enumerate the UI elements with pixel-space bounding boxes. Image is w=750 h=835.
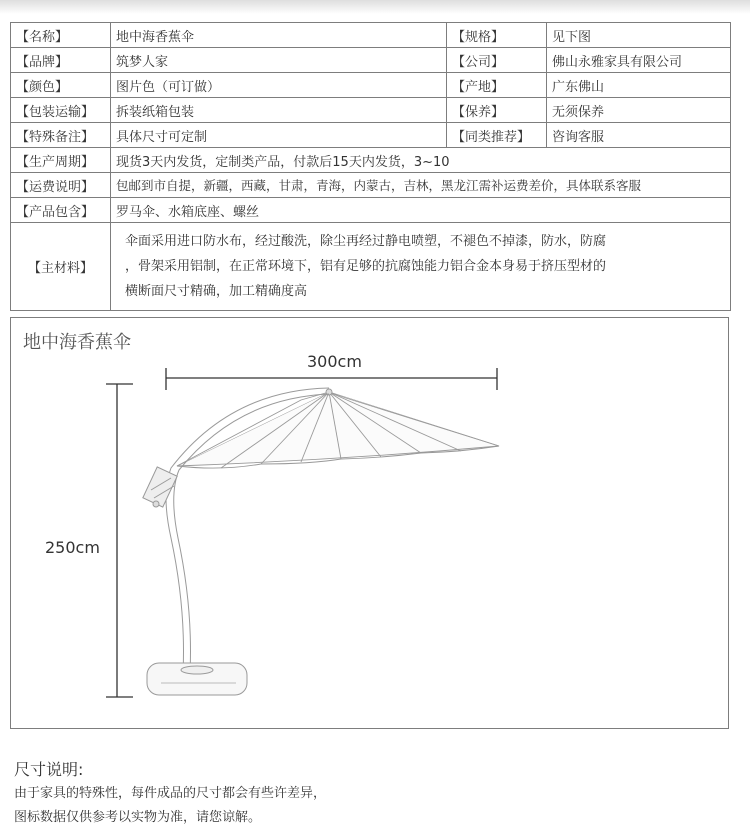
- top-shade: [0, 0, 750, 14]
- spec-label: 【颜色】: [11, 73, 111, 98]
- material-line: ，骨架采用铝制，在正常环境下，铝有足够的抗腐蚀能力铝合金本身易于挤压型材的: [125, 259, 607, 274]
- spec-row: [11, 73, 731, 98]
- spec-value: 拆装纸箱包装: [111, 98, 447, 123]
- width-dimension-label: 300cm: [307, 352, 362, 371]
- spec-table: [10, 22, 731, 311]
- spec-value: 咨询客服: [547, 123, 731, 148]
- material-description: [111, 223, 731, 311]
- material-line: 伞面采用进口防水布，经过酸洗，除尘再经过静电喷塑，不褪色不掉漆，防水，防腐: [125, 234, 607, 249]
- spec-value: 现货3天内发货，定制类产品，付款后15天内发货，3~10: [111, 148, 731, 173]
- water-tank-base: [147, 663, 247, 695]
- spec-label: 【生产周期】: [11, 148, 111, 173]
- height-dimension-line: [106, 384, 133, 697]
- spec-row: [11, 98, 731, 123]
- size-note-title: 尺寸说明:: [14, 760, 84, 779]
- spec-label: 【保养】: [447, 98, 547, 123]
- spec-label: 【产地】: [447, 73, 547, 98]
- spec-row-cycle: [11, 148, 731, 173]
- spec-label: 【同类推荐】: [447, 123, 547, 148]
- figure-title: 地中海香蕉伞: [23, 332, 131, 353]
- size-note-line: 由于家具的特殊性，每件成品的尺寸都会有些许差异，: [14, 786, 327, 801]
- spec-row: [11, 23, 731, 48]
- spec-label: 【包装运输】: [11, 98, 111, 123]
- spec-row-shipping: [11, 173, 731, 198]
- spec-row: [11, 123, 731, 148]
- spec-label: 【名称】: [11, 23, 111, 48]
- spec-value: 罗马伞、水箱底座、螺丝: [111, 198, 731, 223]
- dimension-figure: [10, 317, 729, 729]
- spec-value: 筑梦人家: [111, 48, 447, 73]
- umbrella-drawing: [11, 318, 728, 728]
- spec-label: 【规格】: [447, 23, 547, 48]
- spec-row-contents: [11, 198, 731, 223]
- spec-label: 【运费说明】: [11, 173, 111, 198]
- spec-label: 【特殊备注】: [11, 123, 111, 148]
- width-dimension-line: [166, 368, 497, 390]
- spec-value: 广东佛山: [547, 73, 731, 98]
- size-note-line: 图标数据仅供参考以实物为准，请您谅解。: [14, 810, 262, 825]
- spec-value: 地中海香蕉伞: [111, 23, 447, 48]
- spec-label: 【主材料】: [11, 223, 111, 311]
- spec-value: 图片色（可订做）: [111, 73, 447, 98]
- height-dimension-label: 250cm: [45, 538, 100, 557]
- spec-row-material: [11, 223, 731, 311]
- spec-value: 见下图: [547, 23, 731, 48]
- spec-value: 具体尺寸可定制: [111, 123, 447, 148]
- spec-label: 【公司】: [447, 48, 547, 73]
- umbrella-canopy: [177, 389, 499, 468]
- spec-value: 包邮到市自提，新疆，西藏，甘肃，青海，内蒙古，吉林，黑龙江需补运费差价，具体联系客服: [111, 173, 731, 198]
- spec-value: 佛山永雅家具有限公司: [547, 48, 731, 73]
- spec-row: [11, 48, 731, 73]
- spec-value: 无须保养: [547, 98, 731, 123]
- spec-label: 【产品包含】: [11, 198, 111, 223]
- spec-label: 【品牌】: [11, 48, 111, 73]
- material-line: 横断面尺寸精确，加工精确度高: [125, 284, 308, 299]
